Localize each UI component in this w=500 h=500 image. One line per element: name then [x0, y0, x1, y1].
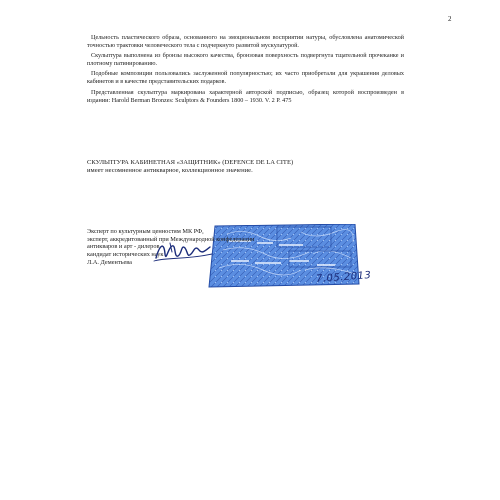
paragraph-signature-reference: Представленная скульптура маркирована характерной авторской подписью, образец которой воспроизведен в издании: Harold Berman Bronzes: Sculptors & Founders 1800 – 1930. V. 2 P. 475 — [87, 88, 404, 104]
conclusion-statement: имеет несомненное антикварное, коллекционное значение. — [87, 167, 253, 175]
expert-line-ministry: Эксперт по культурным ценностям МК РФ, — [87, 228, 204, 235]
body-text — [87, 34, 404, 107]
stamp-date: 7.05.2013 — [315, 270, 372, 285]
paragraph-bronze-quality: Скульптура выполнена из бронзы высокого качества, бронзовая поверхность подвергнута тщательной прочеканке и плотному патинированию. — [87, 52, 404, 68]
paragraph-popularity: Подобные композиции пользовались заслуженной популярностью; их часто приобретали для украшения деловых кабинетов и в качестве представительских подарков. — [87, 70, 404, 86]
page-number: 2 — [448, 15, 452, 23]
paragraph-plastic-image: Цельность пластического образа, основанного на эмоциональном восприятии натуры, обусловлена анатомической точностью трактовки человеческого тела с подчеркнуто развитой мускулатурой. — [87, 34, 404, 50]
conclusion — [87, 159, 417, 176]
conclusion-title: СКУЛЬПТУРА КАБИНЕТНАЯ «ЗАЩИТНИК» (DEFENCE DE LA CITE) — [87, 159, 294, 166]
handwritten-signature — [150, 236, 216, 266]
expert-line-dealers: антикваров и арт - дилеров — [87, 243, 160, 251]
expert-line-degree: кандидат исторических наук — [87, 251, 164, 259]
expert-name: Л.А. Дементьева — [87, 258, 132, 266]
expert-line-confederation: эксперт, аккредитованный при Международной конфедерации — [87, 235, 255, 243]
